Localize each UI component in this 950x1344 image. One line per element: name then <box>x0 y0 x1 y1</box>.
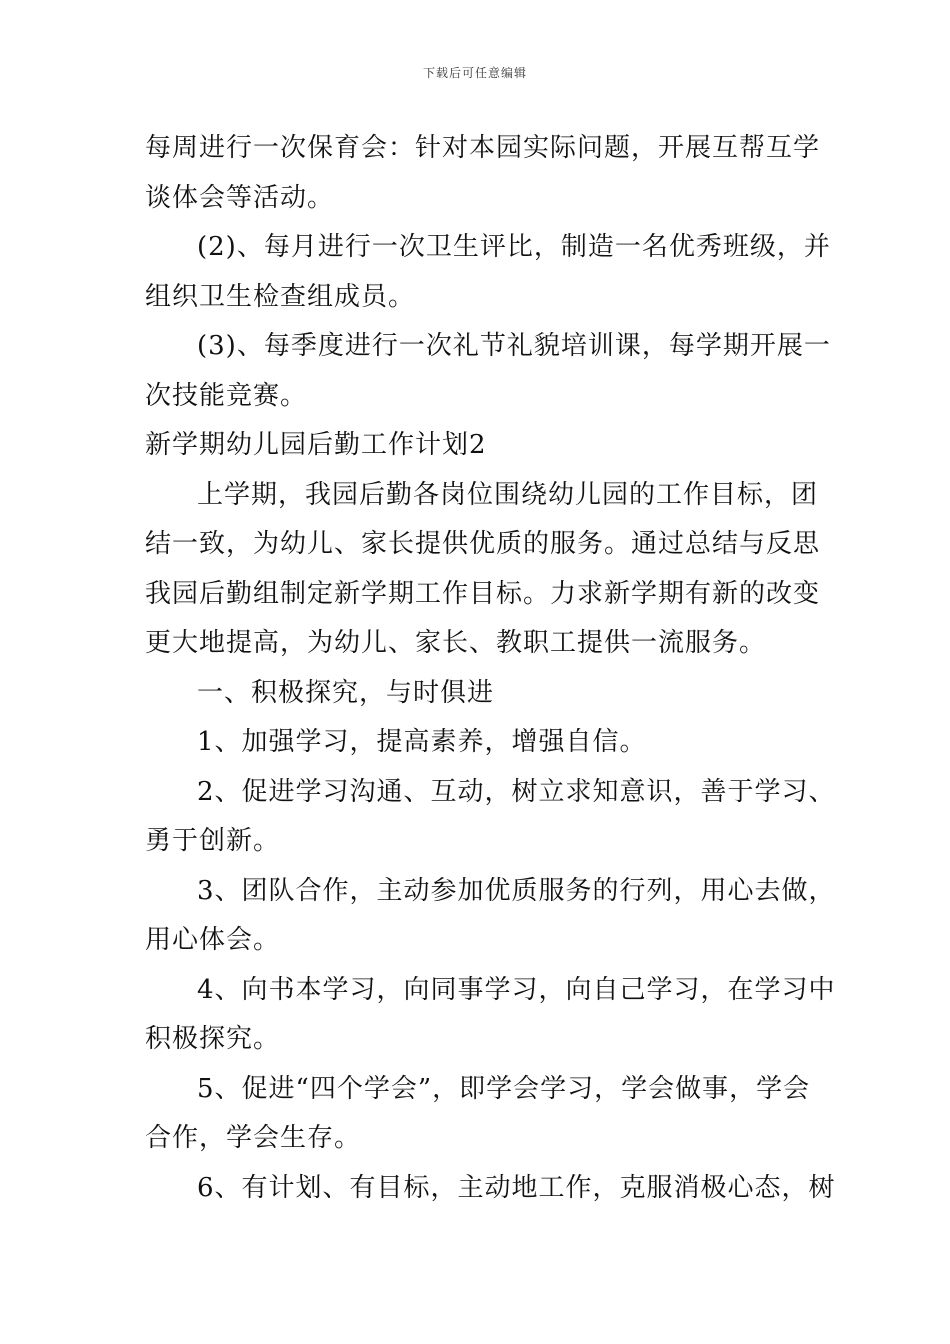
body-line: 合作，学会生存。 <box>145 1123 362 1153</box>
list-item: 3、团队合作，主动参加优质服务的行列，用心去做， <box>197 875 836 906</box>
body-line: (3)、每季度进行一次礼节礼貌培训课，每学期开展一 <box>197 331 831 361</box>
list-item: 4、向书本学习，向同事学习，向自己学习，在学习中 <box>197 974 836 1005</box>
body-line: 次技能竞赛。 <box>145 380 308 411</box>
body-line: 每周进行一次保育会：针对本园实际问题，开展互帮互学 <box>145 133 821 163</box>
body-line: 结一致，为幼儿、家长提供优质的服务。通过总结与反思 <box>145 529 821 559</box>
body-line: 更大地提高，为幼儿、家长、教职工提供一流服务。 <box>145 628 767 658</box>
list-item: 5、促进“四个学会”，即学会学习，学会做事，学会 <box>197 1073 811 1104</box>
body-line: 勇于创新。 <box>145 826 281 856</box>
page-header-note: 下载后可任意编辑 <box>422 66 527 80</box>
body-line: 谈体会等活动。 <box>145 182 335 213</box>
body-line: 组织卫生检查组成员。 <box>145 281 416 312</box>
list-item: 1、加强学习，提高素养，增强自信。 <box>197 727 647 757</box>
body-line: 用心体会。 <box>145 925 281 955</box>
body-line: 积极探究。 <box>145 1024 281 1054</box>
body-line: 上学期，我园后勤各岗位围绕幼儿园的工作目标，团 <box>197 479 819 510</box>
subsection-heading: 一、积极探究，与时俱进 <box>197 677 495 708</box>
list-item: 2、促进学习沟通、互动，树立求知意识，善于学习、 <box>197 776 836 807</box>
body-line: 我园后勤组制定新学期工作目标。力求新学期有新的改变 <box>145 578 821 609</box>
list-item: 6、有计划、有目标，主动地工作，克服消极心态，树 <box>197 1172 836 1203</box>
document-body <box>145 124 836 1213</box>
body-line: (2)、每月进行一次卫生评比，制造一名优秀班级，并 <box>197 232 831 262</box>
section-title: 新学期幼儿园后勤工作计划2 <box>145 430 487 460</box>
